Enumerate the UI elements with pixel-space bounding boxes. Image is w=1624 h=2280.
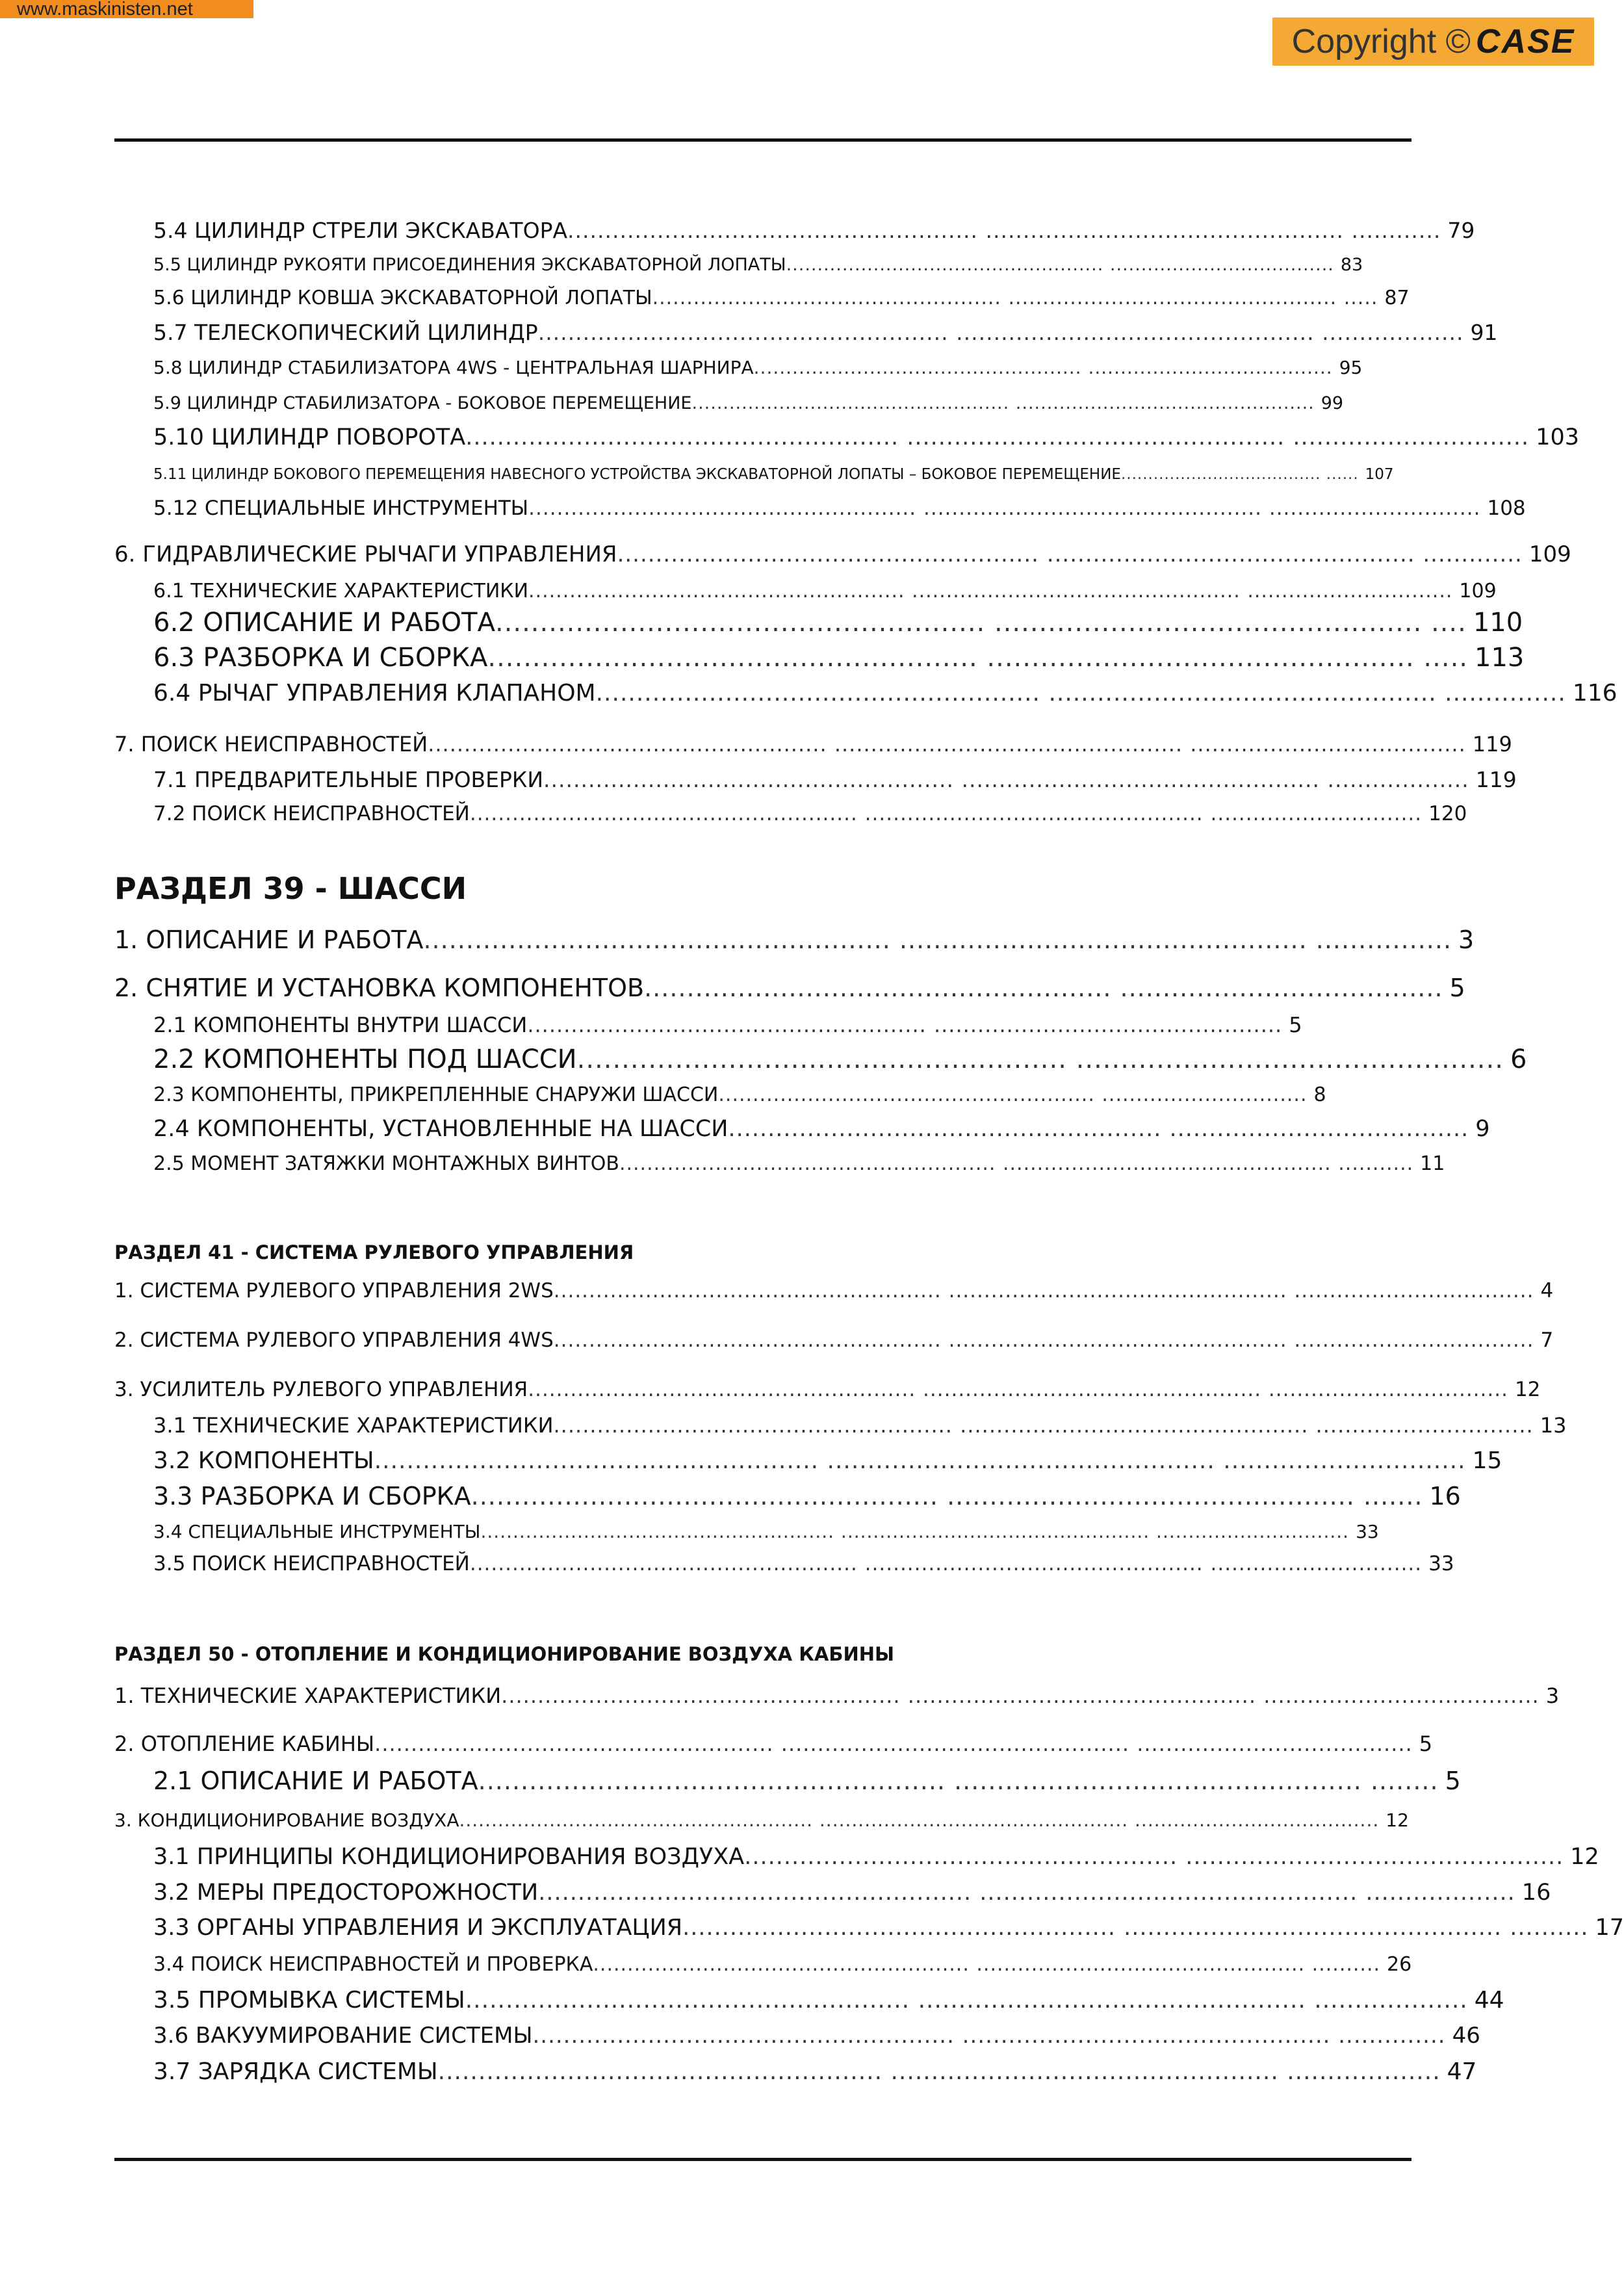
toc-entry[interactable] (153, 679, 1618, 707)
toc-page-number: 26 (1387, 1953, 1412, 1976)
toc-page-number: 9 (1475, 1116, 1490, 1142)
toc-entry[interactable] (153, 287, 1410, 310)
toc-dot-leader: ....................................................... ................................................ ................... (465, 1987, 1468, 2014)
toc-entry[interactable] (114, 1731, 1433, 1756)
toc-entry[interactable] (153, 642, 1525, 673)
toc-entry-title: 3.1 ТЕХНИЧЕСКИЕ ХАРАКТЕРИСТИКИ (153, 1413, 554, 1438)
toc-page-number: 116 (1572, 680, 1618, 706)
toc-page-number: 4 (1540, 1279, 1554, 1302)
toc-page-number: 16 (1429, 1482, 1461, 1510)
toc-entry[interactable] (153, 1879, 1551, 1906)
toc-page-number: 99 (1321, 393, 1344, 413)
toc-entry[interactable] (153, 2058, 1477, 2086)
toc-entry-title: 3.2 МЕРЫ ПРЕДОСТОРОЖНОСТИ (153, 1880, 539, 1906)
toc-entry-title: 2. СИСТЕМА РУЛЕВОГО УПРАВЛЕНИЯ 4WS (114, 1328, 554, 1352)
toc-page-number: 5 (1419, 1731, 1433, 1756)
toc-entry-title: 1. ОПИСАНИЕ И РАБОТА (114, 926, 424, 954)
copyright-text: Copyright © (1291, 23, 1471, 60)
toc-dot-leader: ....................................................... ................................................ ..... (487, 643, 1468, 673)
toc-page-number: 110 (1473, 608, 1523, 638)
toc-entry-title: 2. СНЯТИЕ И УСТАНОВКА КОМПОНЕНТОВ (114, 974, 645, 1002)
toc-entry[interactable] (153, 1447, 1502, 1475)
toc-dot-leader: ....................................................... ................................................ .............................. (528, 580, 1453, 602)
toc-entry[interactable] (153, 1552, 1454, 1576)
footer-rule (114, 2158, 1411, 2161)
toc-entry[interactable] (114, 974, 1465, 1004)
toc-dot-leader: ................................................... ................................................ (691, 393, 1315, 413)
section-heading-41: РАЗДЕЛ 41 - СИСТЕМА РУЛЕВОГО УПРАВЛЕНИЯ (114, 1241, 634, 1263)
toc-dot-leader: ....................................................... ................................................ ...................................... (501, 1683, 1540, 1708)
toc-page-number: 7 (1540, 1328, 1554, 1352)
toc-dot-leader: ....................................................... ................................................ .............................. (374, 1447, 1466, 1474)
toc-entry-title: 3.4 СПЕЦИАЛЬНЫЕ ИНСТРУМЕНТЫ (153, 1521, 481, 1542)
toc-dot-leader: ....................................................... ................................................ ............. (617, 541, 1523, 567)
toc-dot-leader: ....................................................... ................................................ .............. (532, 2023, 1446, 2049)
toc-dot-leader: ....................................................... ................................................ ...................................... (374, 1731, 1413, 1756)
toc-page-number: 113 (1475, 643, 1525, 673)
toc-page-number: 8 (1313, 1083, 1326, 1106)
toc-page-number: 3 (1545, 1683, 1560, 1708)
toc-entry-title: 6.1 ТЕХНИЧЕСКИЕ ХАРАКТЕРИСТИКИ (153, 580, 529, 602)
toc-entry-title: 5.7 ТЕЛЕСКОПИЧЕСКИЙ ЦИЛИНДР (153, 320, 538, 345)
toc-entry-title: 3. УСИЛИТЕЛЬ РУЛЕВОГО УПРАВЛЕНИЯ (114, 1378, 528, 1401)
toc-page-number: 103 (1536, 424, 1579, 450)
toc-entry[interactable] (114, 1328, 1554, 1353)
toc-entry[interactable] (114, 1683, 1560, 1708)
toc-entry-title: 5.9 ЦИЛИНДР СТАБИЛИЗАТОРА - БОКОВОЕ ПЕРЕМЕЩЕНИЕ (153, 393, 692, 413)
toc-dot-leader: ....................................................... ................................................ ...................................... (428, 732, 1466, 757)
toc-entry[interactable] (153, 1413, 1567, 1438)
toc-entry-title: 7.2 ПОИСК НЕИСПРАВНОСТЕЙ (153, 802, 470, 825)
toc-entry-title: 3.3 РАЗБОРКА И СБОРКА (153, 1482, 471, 1510)
toc-entry-title: 2.5 МОМЕНТ ЗАТЯЖКИ МОНТАЖНЫХ ВИНТОВ (153, 1152, 619, 1175)
toc-entry[interactable] (153, 1914, 1624, 1941)
toc-entry-title: 2.4 КОМПОНЕНТЫ, УСТАНОВЛЕННЫЕ НА ШАССИ (153, 1116, 728, 1142)
toc-entry[interactable] (153, 1083, 1326, 1107)
toc-entry[interactable] (153, 802, 1467, 826)
toc-dot-leader: ....................................................... ................................................ .............................. (469, 1552, 1423, 1575)
toc-page-number: 44 (1474, 1987, 1504, 2014)
toc-dot-leader: ....................................................... ................................................ .............................. (469, 802, 1423, 825)
toc-entry-title: 6.4 РЫЧАГ УПРАВЛЕНИЯ КЛАПАНОМ (153, 680, 596, 706)
toc-page-number: 5 (1449, 974, 1465, 1002)
toc-entry[interactable] (153, 1044, 1527, 1075)
toc-entry[interactable] (153, 1521, 1379, 1543)
toc-entry[interactable] (114, 1279, 1554, 1303)
toc-dot-leader: ....................................................... ................................................ ................... (543, 767, 1469, 792)
toc-page-number: 6 (1510, 1044, 1527, 1074)
toc-entry[interactable] (153, 1115, 1490, 1143)
toc-page-number: 13 (1540, 1413, 1567, 1438)
toc-entry[interactable] (153, 767, 1517, 793)
toc-entry-title: 3.7 ЗАРЯДКА СИСТЕМЫ (153, 2058, 438, 2085)
toc-entry[interactable] (153, 466, 1394, 484)
toc-entry-title: 3.3 ОРГАНЫ УПРАВЛЕНИЯ И ЭКСПЛУАТАЦИЯ (153, 1915, 683, 1941)
toc-page-number: 15 (1472, 1447, 1502, 1474)
toc-page-number: 11 (1420, 1152, 1445, 1175)
toc-dot-leader: ....................................................... ................................................ ........ (478, 1767, 1439, 1795)
toc-dot-leader: ....................................................... ................................................ .................................. (528, 1378, 1508, 1401)
toc-entry[interactable] (114, 1378, 1541, 1402)
toc-dot-leader: ....................................................... ................................................ ........... (619, 1152, 1414, 1175)
toc-entry[interactable] (114, 926, 1475, 955)
toc-entry-title: 3.5 ПРОМЫВКА СИСТЕМЫ (153, 1987, 465, 2014)
toc-entry[interactable] (153, 1843, 1599, 1871)
toc-entry-title: 5.11 ЦИЛИНДР БОКОВОГО ПЕРЕМЕЩЕНИЯ НАВЕСНОГО УСТРОЙСТВА ЭКСКАВАТОРНОЙ ЛОПАТЫ – БОКОВОЕ ПЕРЕМЕЩЕНИЕ (153, 466, 1121, 483)
toc-page-number: 3 (1458, 926, 1475, 954)
toc-entry-title: 2.1 КОМПОНЕНТЫ ВНУТРИ ШАССИ (153, 1013, 528, 1037)
toc-entry-title: 2.3 КОМПОНЕНТЫ, ПРИКРЕПЛЕННЫЕ СНАРУЖИ ШАССИ (153, 1083, 719, 1106)
toc-page-number: 5 (1289, 1013, 1302, 1037)
toc-page-number: 107 (1365, 466, 1394, 483)
toc-dot-leader: ................................................... ................................................ ..... (652, 287, 1378, 309)
toc-dot-leader: ....................................................... ................................................ .................................. (553, 1279, 1534, 1302)
toc-entry-title: 2. ОТОПЛЕНИЕ КАБИНЫ (114, 1731, 375, 1756)
toc-page-number: 47 (1447, 2058, 1477, 2085)
toc-page-number: 95 (1339, 357, 1363, 378)
toc-entry-title: 5.6 ЦИЛИНДР КОВША ЭКСКАВАТОРНОЙ ЛОПАТЫ (153, 287, 652, 309)
toc-entry[interactable] (114, 541, 1571, 568)
toc-entry-title: 3.1 ПРИНЦИПЫ КОНДИЦИОНИРОВАНИЯ ВОЗДУХА (153, 1844, 745, 1870)
toc-entry-title: 5.8 ЦИЛИНДР СТАБИЛИЗАТОРА 4WS - ЦЕНТРАЛЬНАЯ ШАРНИРА (153, 357, 754, 378)
toc-dot-leader: ....................................................... ................................................ .......... (593, 1953, 1381, 1976)
toc-page-number: 16 (1521, 1880, 1551, 1906)
toc-entry-title: 3.2 КОМПОНЕНТЫ (153, 1447, 374, 1474)
toc-page-number: 17 (1595, 1915, 1624, 1941)
toc-dot-leader: ....................................................... ................................................ .............................. (465, 424, 1530, 450)
section-heading-50: РАЗДЕЛ 50 - ОТОПЛЕНИЕ И КОНДИЦИОНИРОВАНИЕ ВОЗДУХА КАБИНЫ (114, 1643, 895, 1665)
toc-page-number: 109 (1459, 580, 1497, 602)
toc-page-number: 120 (1428, 802, 1467, 825)
toc-entry-title: 1. СИСТЕМА РУЛЕВОГО УПРАВЛЕНИЯ 2WS (114, 1279, 554, 1302)
toc-dot-leader: ....................................................... ................................................ (744, 1844, 1564, 1870)
toc-dot-leader: ....................................................... ...................................... (728, 1116, 1469, 1142)
toc-entry[interactable] (153, 2023, 1480, 2049)
toc-entry-title: 3.5 ПОИСК НЕИСПРАВНОСТЕЙ (153, 1552, 470, 1575)
section-heading-39: РАЗДЕЛ 39 - ШАССИ (114, 871, 467, 906)
toc-dot-leader: ....................................................... ................................................ ....... (470, 1482, 1423, 1510)
toc-page-number: 12 (1514, 1378, 1541, 1401)
toc-entry[interactable] (153, 255, 1363, 276)
toc-dot-leader: ....................................................... ................................................ .............................. (480, 1521, 1350, 1542)
toc-entry-title: 5.10 ЦИЛИНДР ПОВОРОТА (153, 424, 466, 450)
toc-entry-title: 6.2 ОПИСАНИЕ И РАБОТА (153, 608, 495, 638)
toc-page-number: 5 (1445, 1767, 1461, 1795)
toc-entry[interactable] (153, 1767, 1461, 1796)
toc-dot-leader: ................................................... ...................................... (753, 357, 1333, 378)
toc-entry-title: 5.5 ЦИЛИНДР РУКОЯТИ ПРИСОЕДИНЕНИЯ ЭКСКАВАТОРНОЙ ЛОПАТЫ (153, 255, 786, 275)
toc-dot-leader: ..................................... ...... (1120, 466, 1359, 483)
toc-dot-leader: ....................................................... ...................................... (644, 974, 1443, 1002)
toc-entry[interactable] (153, 357, 1373, 379)
toc-page-number: 119 (1475, 767, 1517, 792)
toc-page-number: 12 (1386, 1809, 1409, 1831)
toc-entry[interactable] (153, 320, 1498, 346)
toc-page-number: 119 (1472, 732, 1512, 757)
toc-entry[interactable] (153, 1152, 1445, 1176)
toc-dot-leader: ....................................................... .............................. (718, 1083, 1308, 1106)
toc-dot-leader: ....................................................... ................................................ ............ (567, 218, 1441, 243)
toc-entry[interactable] (153, 580, 1497, 603)
toc-entry[interactable] (153, 1953, 1412, 1976)
toc-entry-title: 7. ПОИСК НЕИСПРАВНОСТЕЙ (114, 732, 428, 757)
toc-page-number: 46 (1452, 2023, 1480, 2049)
toc-dot-leader: ....................................................... ................................................ .... (495, 608, 1467, 638)
toc-page-number: 12 (1570, 1844, 1599, 1870)
toc-entry[interactable] (153, 1986, 1504, 2014)
toc-page-number: 91 (1470, 320, 1498, 345)
toc-page-number: 79 (1447, 218, 1475, 243)
toc-entry-title: 3.4 ПОИСК НЕИСПРАВНОСТЕЙ И ПРОВЕРКА (153, 1953, 593, 1976)
toc-dot-leader: ....................................................... ................................................ (527, 1013, 1283, 1037)
toc-entry-title: 2.2 КОМПОНЕНТЫ ПОД ШАССИ (153, 1044, 577, 1074)
toc-page-number: 33 (1356, 1521, 1379, 1542)
toc-dot-leader: ................................................... .................................... (786, 255, 1334, 275)
toc-entry[interactable] (114, 1809, 1409, 1832)
toc-dot-leader: ....................................................... ................................................ ................... (538, 1880, 1515, 1906)
toc-entry[interactable] (153, 607, 1523, 638)
toc-entry-title: 6.3 РАЗБОРКА И СБОРКА (153, 643, 488, 673)
toc-dot-leader: ....................................................... ................................................ ................... (537, 320, 1464, 345)
toc-page-number: 109 (1528, 541, 1571, 567)
toc-dot-leader: ....................................................... ................................................ ............... (595, 680, 1566, 706)
toc-entry[interactable] (153, 424, 1579, 451)
toc-entry-title: 5.4 ЦИЛИНДР СТРЕЛИ ЭКСКАВАТОРА (153, 218, 568, 243)
toc-entry[interactable] (153, 497, 1526, 521)
toc-page-number: 108 (1487, 497, 1526, 520)
toc-entry[interactable] (153, 218, 1475, 244)
toc-entry-title: 5.12 СПЕЦИАЛЬНЫЕ ИНСТРУМЕНТЫ (153, 497, 529, 520)
toc-dot-leader: ....................................................... ................................................ .................................. (553, 1328, 1534, 1352)
toc-entry-title: 7.1 ПРЕДВАРИТЕЛЬНЫЕ ПРОВЕРКИ (153, 767, 544, 792)
toc-entry[interactable] (153, 1013, 1345, 1037)
toc-entry-title: 3. КОНДИЦИОНИРОВАНИЕ ВОЗДУХА (114, 1809, 459, 1831)
case-logo: CASE (1475, 23, 1575, 60)
toc-entry-title: 3.6 ВАКУУМИРОВАНИЕ СИСТЕМЫ (153, 2023, 533, 2049)
toc-dot-leader: ....................................................... ................................................ ................ (423, 926, 1452, 954)
toc-entry-title: 2.1 ОПИСАНИЕ И РАБОТА (153, 1767, 478, 1795)
toc-entry-title: 6. ГИДРАВЛИЧЕСКИЕ РЫЧАГИ УПРАВЛЕНИЯ (114, 541, 617, 567)
toc-dot-leader: ....................................................... ................................................ .......... (682, 1915, 1589, 1941)
toc-entry[interactable] (114, 732, 1512, 757)
toc-page-number: 33 (1428, 1552, 1454, 1575)
website-watermark: www.maskinisten.net (0, 0, 253, 18)
toc-entry[interactable] (153, 1482, 1461, 1512)
toc-page-number: 83 (1340, 255, 1363, 275)
toc-entry-title: 1. ТЕХНИЧЕСКИЕ ХАРАКТЕРИСТИКИ (114, 1683, 502, 1708)
toc-dot-leader: ....................................................... ................................................ .............................. (528, 497, 1481, 520)
toc-dot-leader: ....................................................... ................................................ .............................. (553, 1413, 1534, 1438)
toc-dot-leader: ....................................................... ................................................ (576, 1044, 1504, 1074)
toc-entry[interactable] (153, 393, 1344, 414)
toc-dot-leader: ....................................................... ................................................ ................... (437, 2058, 1441, 2085)
toc-dot-leader: ....................................................... ................................................ ...................................... (459, 1809, 1380, 1831)
toc-page-number: 87 (1384, 287, 1410, 309)
